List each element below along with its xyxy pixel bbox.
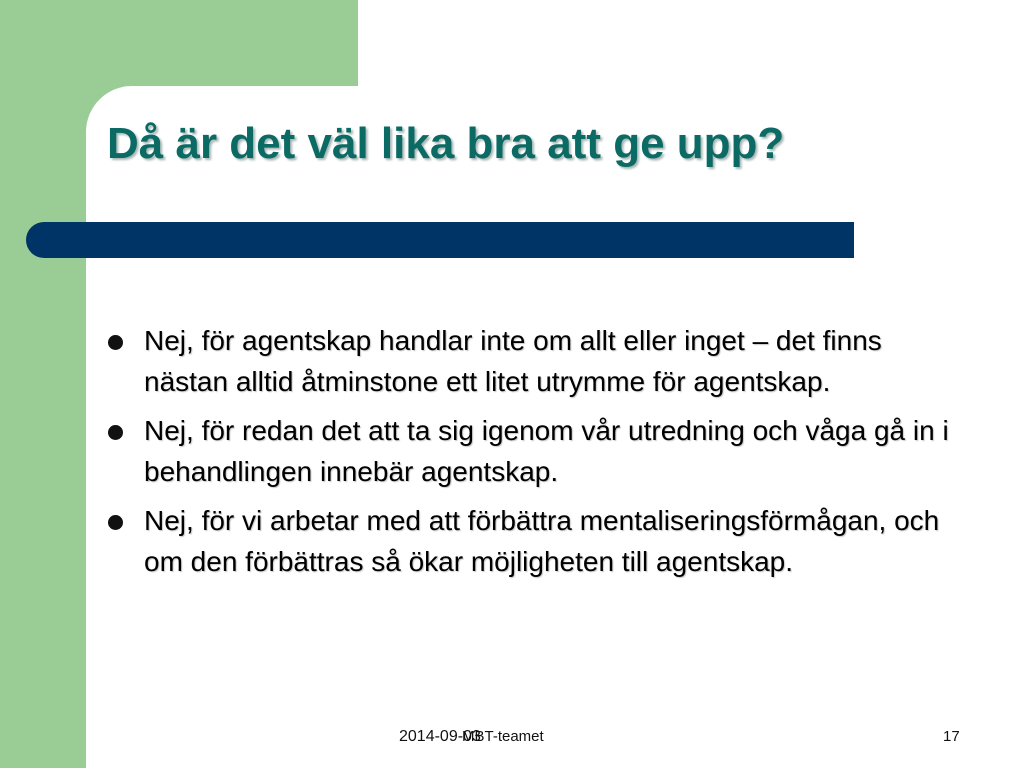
bullet-item-3 (102, 500, 962, 582)
page-number: 17 (943, 728, 960, 745)
bullet-text-1: Nej, för agentskap handlar inte om allt eller inget – det finns nästan alltid åtminstone ett litet utrymme för agentskap. (144, 325, 882, 397)
green-side-strip (0, 0, 86, 768)
bullet-text-3: Nej, för vi arbetar med att förbättra mentaliseringsförmågan, och om den förbättras så ökar möjligheten till agentskap. (144, 505, 940, 577)
slide-title: Då är det väl lika bra att ge upp? (107, 119, 785, 168)
bullet-item-2 (102, 410, 962, 492)
bullet-dot-icon (108, 335, 123, 350)
footer-organization: MBT-teamet (462, 728, 544, 745)
bullet-list (102, 320, 962, 590)
footer-date: 2014-09-03 (399, 728, 481, 745)
bullet-text-2: Nej, för redan det att ta sig igenom vår utredning och våga gå in i behandlingen innebär agentskap. (144, 415, 949, 487)
bullet-dot-icon (108, 425, 123, 440)
bullet-item-1 (102, 320, 962, 402)
bullet-dot-icon (108, 515, 123, 530)
title-underline-bar (26, 222, 854, 258)
